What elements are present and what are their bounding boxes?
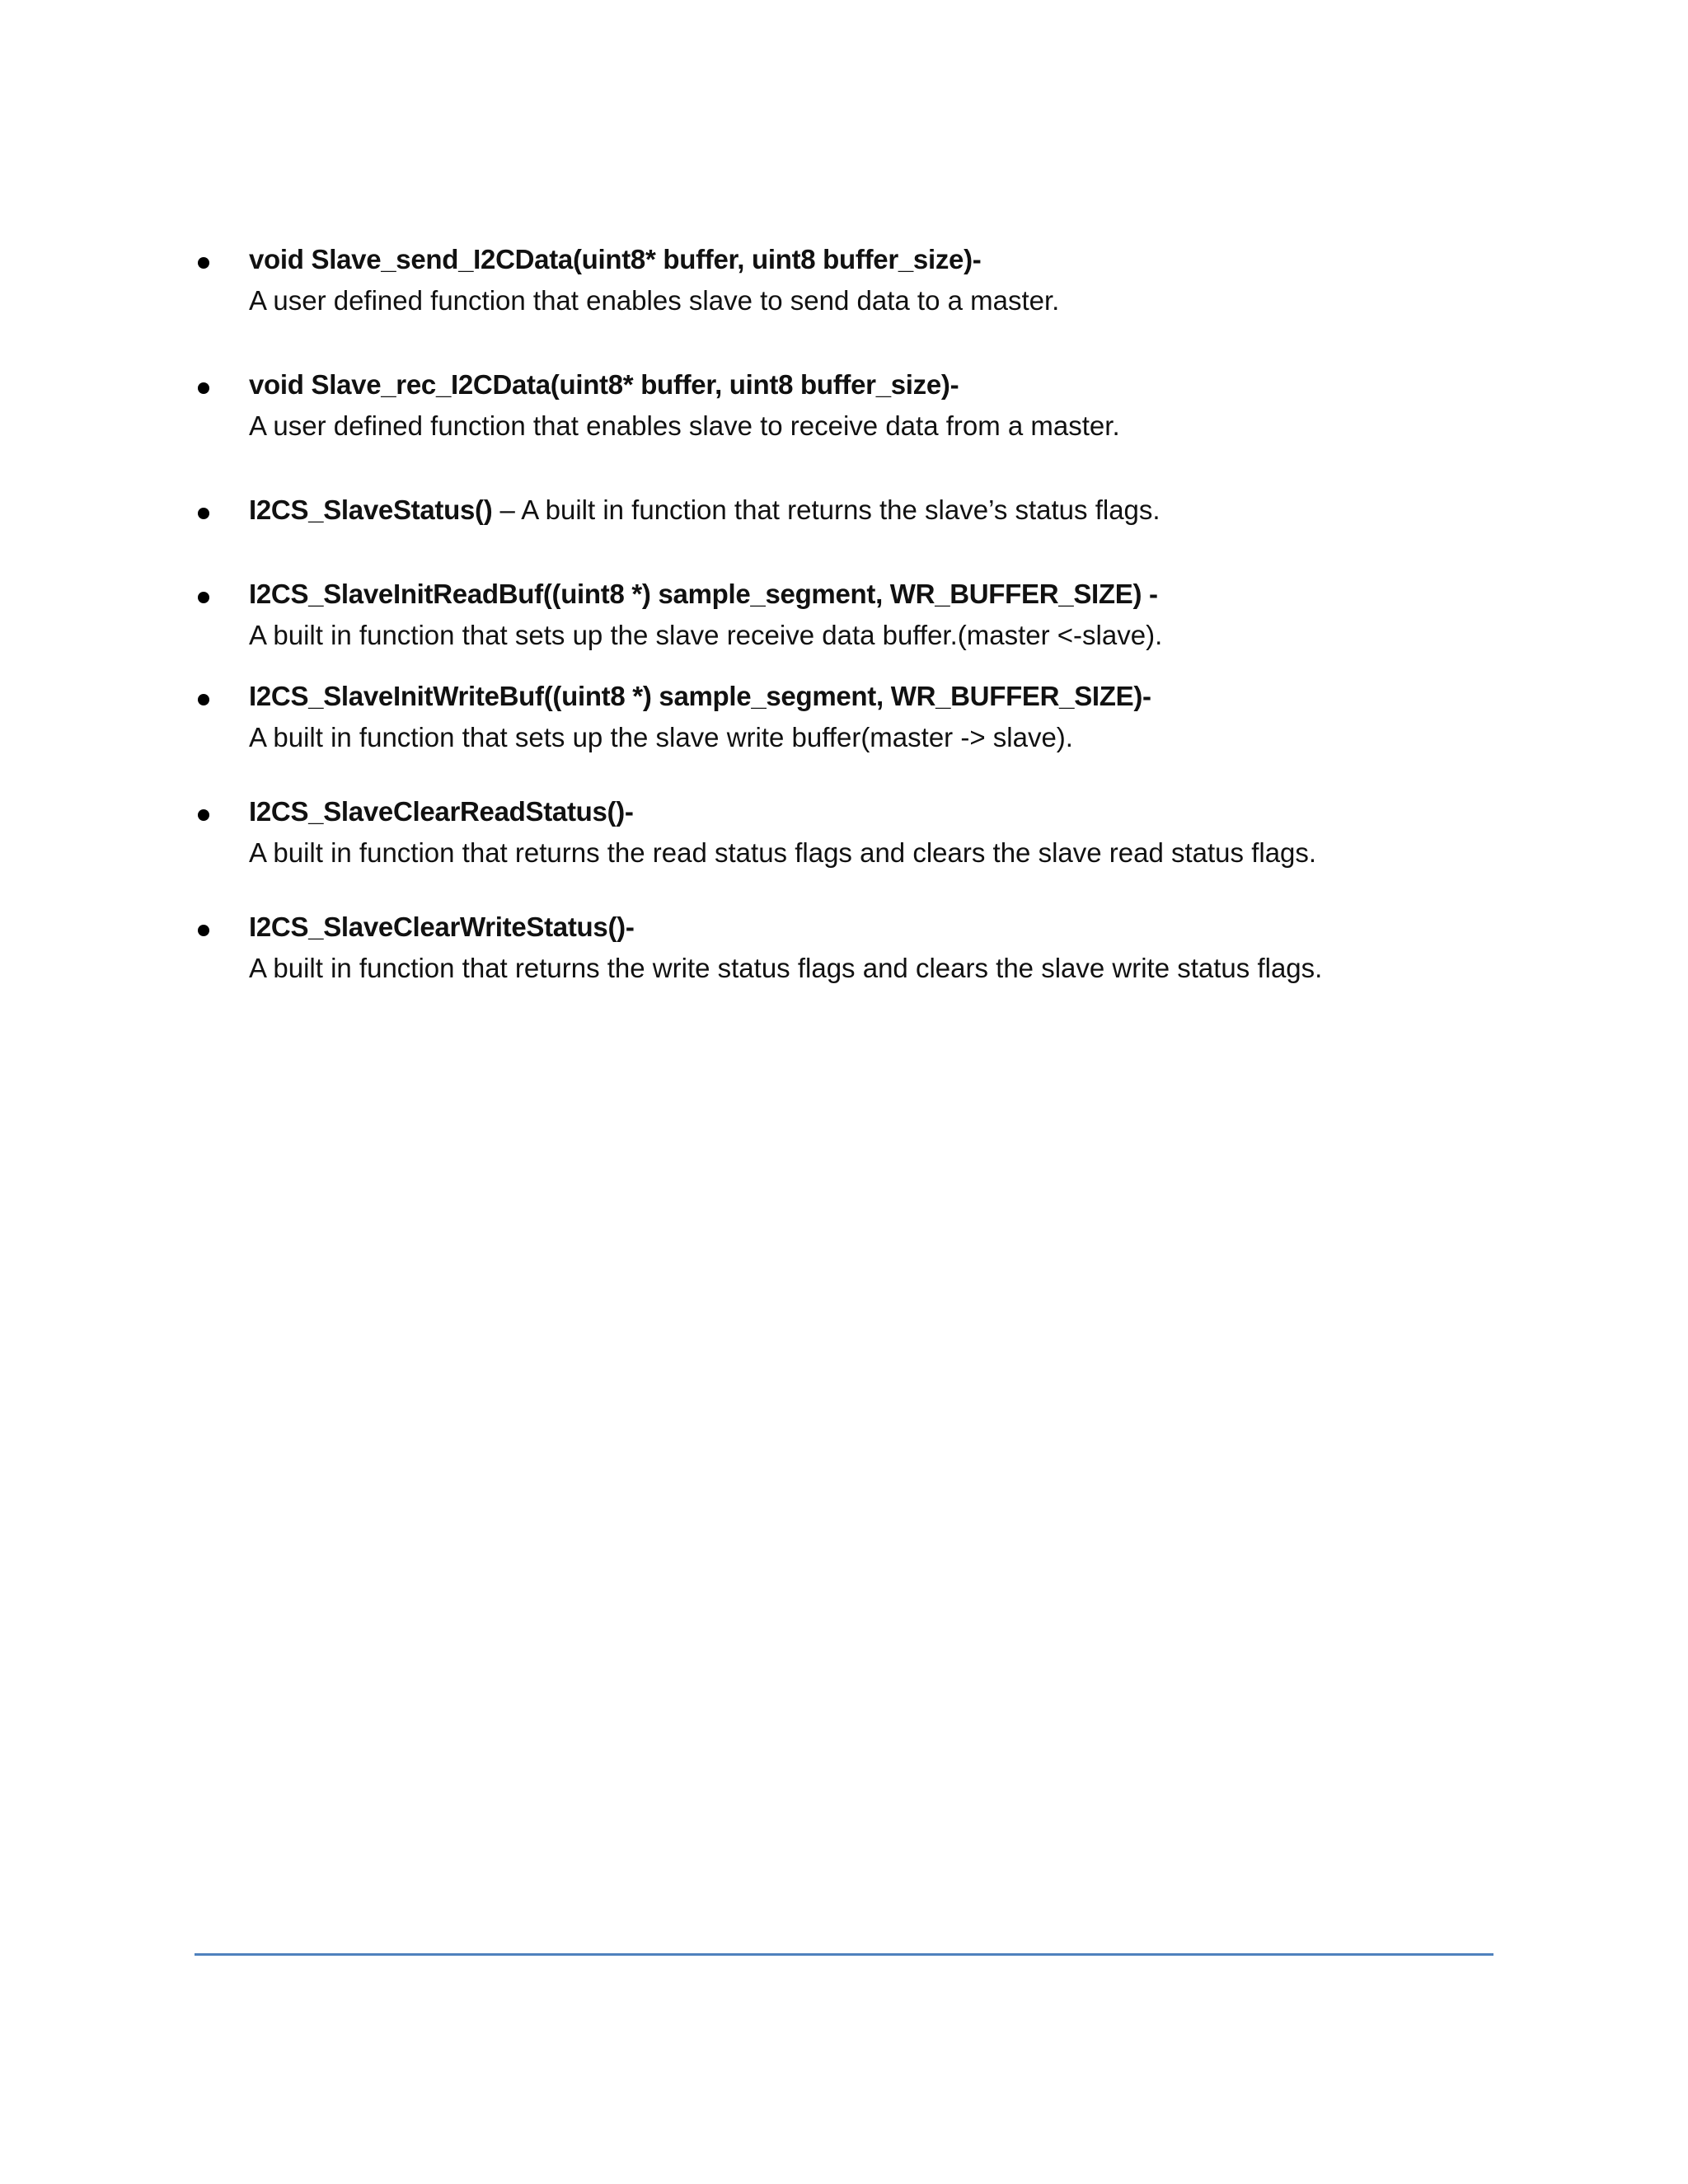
function-list bbox=[195, 239, 1513, 989]
bullet-icon bbox=[198, 592, 209, 603]
function-signature: I2CS_SlaveInitReadBuf((uint8 *) sample_segment, WR_BUFFER_SIZE) - bbox=[249, 579, 1158, 609]
function-signature: I2CS_SlaveClearWriteStatus()- bbox=[249, 912, 635, 942]
bullet-icon bbox=[198, 694, 209, 705]
function-description: A user defined function that enables slave to send data to a master. bbox=[249, 285, 1060, 316]
function-signature: void Slave_send_I2CData(uint8* buffer, uint8 buffer_size)- bbox=[249, 244, 982, 274]
function-signature: I2CS_SlaveStatus() bbox=[249, 494, 493, 525]
list-item bbox=[195, 574, 1513, 656]
function-description: A built in function that returns the write status flags and clears the slave write status flags. bbox=[249, 953, 1323, 983]
bullet-icon bbox=[198, 382, 209, 394]
bullet-icon bbox=[198, 508, 209, 519]
function-signature: I2CS_SlaveInitWriteBuf((uint8 *) sample_segment, WR_BUFFER_SIZE)- bbox=[249, 681, 1151, 711]
list-item bbox=[195, 364, 1513, 447]
function-description: A user defined function that enables slave to receive data from a master. bbox=[249, 410, 1120, 441]
function-description: A built in function that returns the read status flags and clears the slave read status flags. bbox=[249, 837, 1317, 868]
function-description: A built in function that sets up the slave receive data buffer.(master <-slave). bbox=[249, 620, 1163, 650]
function-signature: I2CS_SlaveClearReadStatus()- bbox=[249, 796, 634, 827]
list-item bbox=[195, 239, 1513, 321]
list-item bbox=[195, 676, 1513, 758]
footer-divider bbox=[195, 1953, 1493, 1956]
list-item bbox=[195, 907, 1513, 989]
bullet-icon bbox=[198, 809, 209, 821]
list-item bbox=[195, 791, 1513, 874]
bullet-icon bbox=[198, 925, 209, 936]
function-inline-description: – A built in function that returns the slave’s status flags. bbox=[492, 494, 1160, 525]
function-description: A built in function that sets up the slave write buffer(master -> slave). bbox=[249, 722, 1073, 752]
bullet-icon bbox=[198, 257, 209, 269]
function-signature: void Slave_rec_I2CData(uint8* buffer, uint8 buffer_size)- bbox=[249, 369, 959, 400]
list-item bbox=[195, 490, 1513, 531]
